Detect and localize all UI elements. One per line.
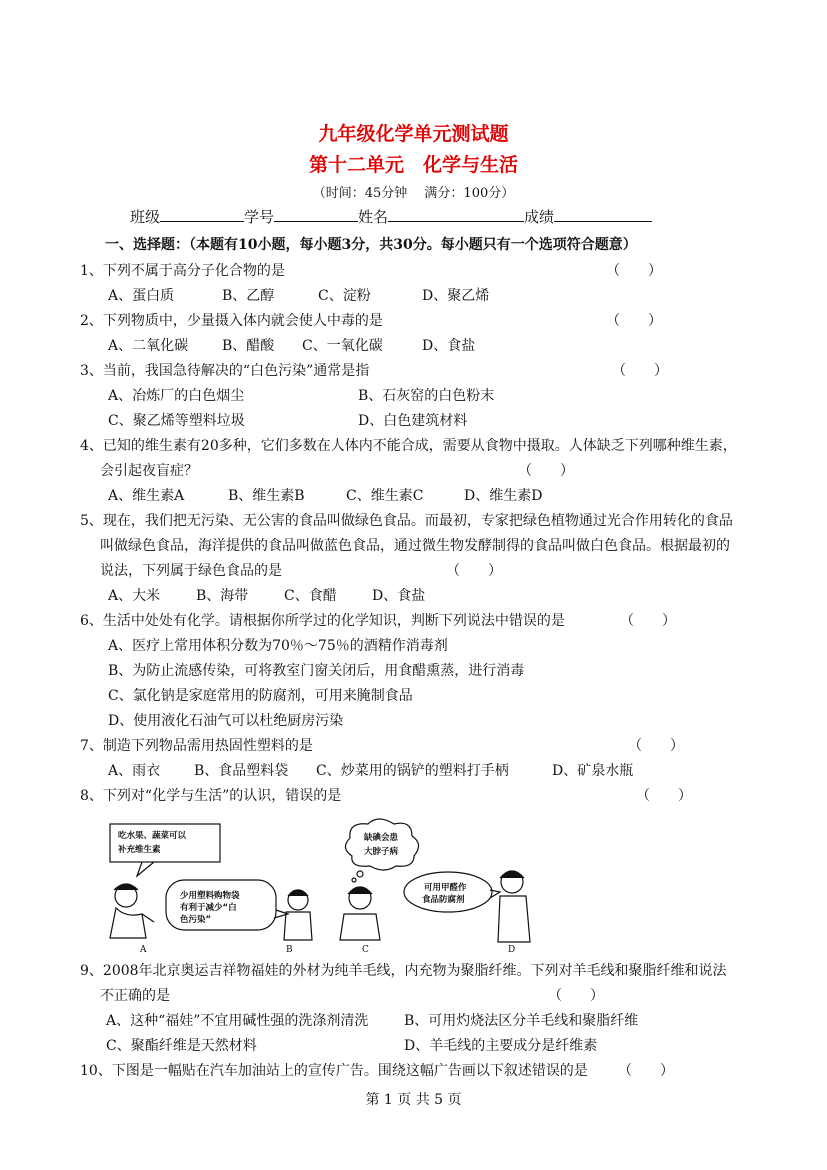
q3-option-b: B、石灰窑的白色粉末	[358, 388, 495, 404]
q2-option-a: A、二氧化碳	[108, 338, 189, 354]
question-2-stem: 2、下列物质中，少量摄入体内就会使人中毒的是	[80, 313, 383, 329]
q9-option-c: C、聚酯纤维是天然材料	[106, 1038, 257, 1054]
question-7-answer-paren[interactable]: （ ）	[628, 738, 684, 754]
bubble-d-line-2: 食品防腐剂	[422, 895, 465, 905]
question-10-stem: 10、下图是一幅贴在汽车加油站上的宣传广告。围绕这幅广告画以下叙述错误的是	[80, 1063, 588, 1079]
q6-option-d: D、使用液化石油气可以杜绝厨房污染	[108, 713, 344, 729]
page-title: 九年级化学单元测试题	[318, 123, 509, 145]
q7-option-b: B、食品塑料袋	[194, 763, 289, 779]
bubble-b-line-3: 色污染”	[180, 915, 212, 925]
question-9-stem-line-2: 不正确的是	[100, 988, 170, 1004]
student-id-label: 学号	[244, 208, 275, 226]
score-label: 成绩	[524, 208, 555, 226]
page-subtitle: 第十二单元 化学与生活	[308, 154, 518, 176]
bubble-a-line-1: 吃水果、蔬菜可以	[118, 831, 187, 841]
question-7-stem: 7、制造下列物品需用热固性塑料的是	[80, 738, 313, 754]
section-heading: 一、选择题：（本题有10小题，每小题3分，共30分。每小题只有一个选项符合题意）	[105, 237, 637, 253]
bubble-b-line-2: 有利于减少“白	[180, 903, 237, 913]
bubble-b-line-1: 少用塑料购物袋	[180, 891, 240, 901]
q1-option-a: A、蛋白质	[108, 288, 175, 304]
q4-option-b: B、维生素B	[228, 488, 305, 504]
q7-option-c: C、炒菜用的锅铲的塑料打手柄	[316, 763, 509, 779]
q8-cartoon-illustration	[102, 818, 532, 953]
q5-option-a: A、大米	[108, 588, 161, 604]
q4-option-d: D、维生素D	[464, 488, 543, 504]
cartoon-label-a: A	[140, 945, 147, 953]
class-label: 班级	[130, 208, 161, 226]
name-label: 姓名	[358, 208, 389, 226]
bubble-c-line-2: 大脖子病	[364, 847, 399, 857]
q3-option-c: C、聚乙烯等塑料垃圾	[108, 413, 245, 429]
question-3-answer-paren[interactable]: （ ）	[612, 363, 668, 379]
cartoon-label-b: B	[286, 945, 293, 953]
question-4-stem-line-2: 会引起夜盲症？	[100, 463, 198, 479]
student-id-blank[interactable]	[274, 207, 358, 222]
q6-option-a: A、医疗上常用体积分数为70％～75％的酒精作消毒剂	[108, 638, 448, 654]
question-5-stem-line-3: 说法，下列属于绿色食品的是	[100, 563, 282, 579]
q2-option-d: D、食盐	[422, 338, 476, 354]
q5-option-b: B、海带	[196, 588, 249, 604]
question-6-stem: 6、生活中处处有化学。请根据你所学过的化学知识，判断下列说法中错误的是	[80, 613, 565, 629]
question-4-stem-line-1: 4、已知的维生素有20多种，它们多数在人体内不能合成，需要从食物中摄取。人体缺乏下列哪种维生素，	[80, 438, 737, 454]
q5-option-d: D、食盐	[372, 588, 426, 604]
q6-option-b: B、为防止流感传染，可将教室门窗关闭后，用食醋熏蒸，进行消毒	[108, 663, 525, 679]
q3-option-a: A、冶炼厂的白色烟尘	[108, 388, 245, 404]
question-1-answer-paren[interactable]: （ ）	[606, 263, 662, 279]
question-5-stem-line-2: 叫做绿色食品，海洋提供的食品叫做蓝色食品，通过微生物发酵制得的食品叫做白色食品。根据最初的	[100, 538, 730, 554]
q9-option-b: B、可用灼烧法区分羊毛线和聚脂纤维	[404, 1013, 639, 1029]
name-blank[interactable]	[388, 207, 524, 222]
q3-option-d: D、白色建筑材料	[358, 413, 468, 429]
q7-option-a: A、雨衣	[108, 763, 161, 779]
score-blank[interactable]	[554, 207, 652, 222]
question-5-stem-line-1: 5、现在，我们把无污染、无公害的食品叫做绿色食品。而最初，专家把绿色植物通过光合作用转化的食品	[80, 513, 733, 529]
question-8-answer-paren[interactable]: （ ）	[636, 788, 692, 804]
question-9-stem-line-1: 9、2008年北京奥运吉祥物福娃的外材为纯羊毛线，内充物为聚脂纤维。下列对羊毛线和聚脂纤维和说法	[80, 963, 727, 979]
q7-option-d: D、矿泉水瓶	[552, 763, 634, 779]
q6-option-c: C、氯化钠是家庭常用的防腐剂，可用来腌制食品	[108, 688, 413, 704]
q1-option-d: D、聚乙烯	[422, 288, 490, 304]
q4-option-c: C、维生素C	[346, 488, 424, 504]
time-info: （时间：45分钟 满分：100分）	[312, 186, 515, 201]
class-blank[interactable]	[160, 207, 244, 222]
cartoon-label-c: C	[362, 945, 369, 953]
question-8-stem: 8、下列对“化学与生活”的认识，错误的是	[80, 788, 342, 804]
question-9-answer-paren[interactable]: （ ）	[548, 988, 604, 1004]
q5-option-c: C、食醋	[284, 588, 337, 604]
question-1-stem: 1、下列不属于高分子化合物的是	[80, 263, 285, 279]
q9-option-a: A、这种“福娃”不宜用碱性强的洗涤剂清洗	[106, 1013, 369, 1029]
q1-option-c: C、淀粉	[318, 288, 371, 304]
q9-option-d: D、羊毛线的主要成分是纤维素	[404, 1038, 598, 1054]
page-number-footer: 第 1 页 共 5 页	[365, 1092, 462, 1108]
bubble-c-line-1: 缺碘会患	[364, 833, 399, 843]
q2-option-b: B、醋酸	[222, 338, 275, 354]
question-5-answer-paren[interactable]: （ ）	[446, 563, 502, 579]
cartoon-label-d: D	[508, 945, 516, 953]
bubble-d-line-1: 可用甲醛作	[424, 883, 467, 893]
q4-option-a: A、维生素A	[108, 488, 185, 504]
student-info-line	[130, 206, 652, 227]
q2-option-c: C、一氧化碳	[302, 338, 383, 354]
q1-option-b: B、乙醇	[222, 288, 275, 304]
question-10-answer-paren[interactable]: （ ）	[618, 1063, 674, 1079]
question-2-answer-paren[interactable]: （ ）	[606, 313, 662, 329]
question-6-answer-paren[interactable]: （ ）	[620, 613, 676, 629]
bubble-a-line-2: 补充维生素	[118, 845, 161, 855]
question-3-stem: 3、当前，我国急待解决的“白色污染”通常是指	[80, 363, 370, 379]
question-4-answer-paren[interactable]: （ ）	[518, 463, 574, 479]
